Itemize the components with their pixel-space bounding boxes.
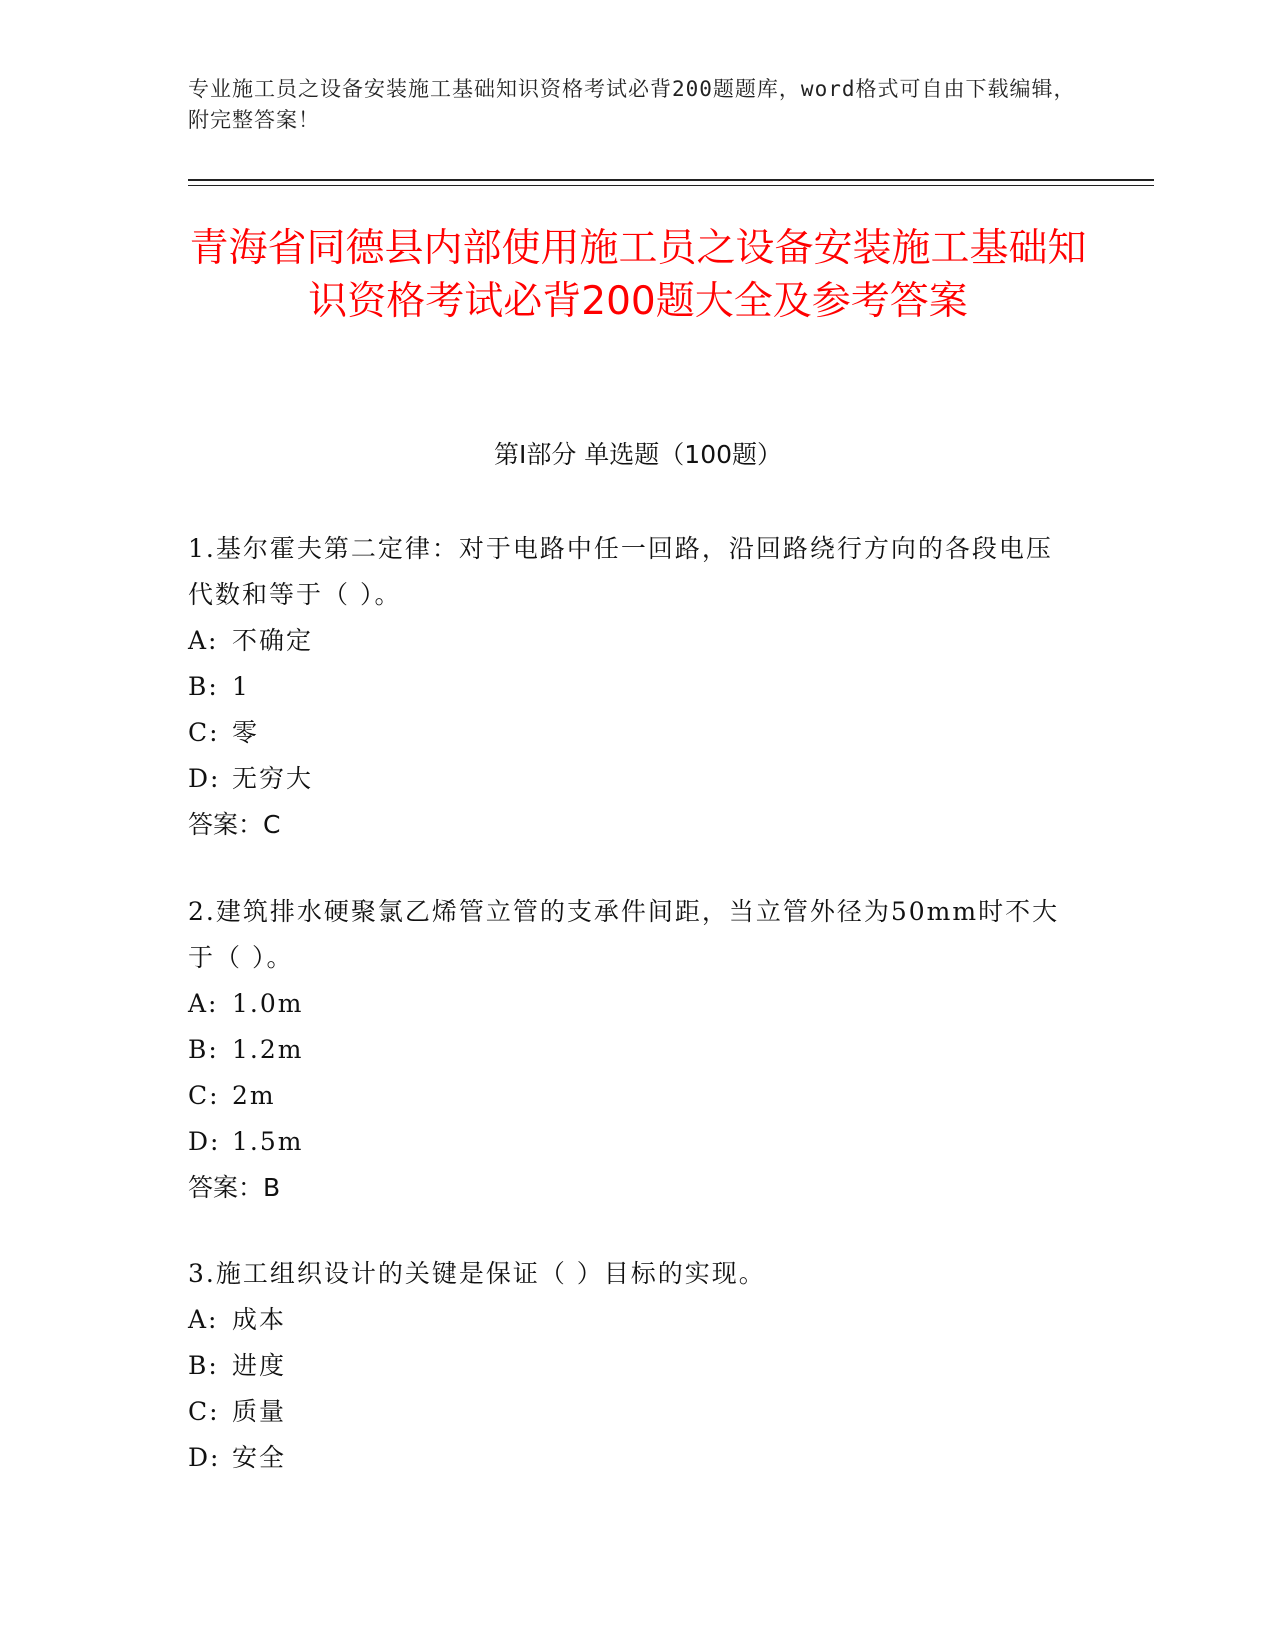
option-a [188, 981, 1068, 1027]
option-key: B: [188, 672, 219, 701]
header-divider-thick [188, 179, 1154, 181]
option-text: 1 [232, 672, 250, 701]
question-block [188, 889, 1068, 1211]
option-text: 1.5m [232, 1127, 304, 1156]
answer-line [188, 802, 1068, 848]
answer-prefix: 答案： [188, 1173, 264, 1202]
option-key: C: [188, 718, 220, 747]
option-key: D: [188, 1127, 221, 1156]
option-b [188, 1027, 1068, 1073]
answer-line [188, 1165, 1068, 1211]
option-b [188, 1343, 1068, 1389]
option-text: 不确定 [232, 626, 314, 655]
option-c [188, 1389, 1068, 1435]
answer-value: C [263, 810, 281, 839]
option-d [188, 1119, 1068, 1165]
question-stem: 3.施工组织设计的关键是保证（ ）目标的实现。 [188, 1259, 766, 1288]
answer-prefix: 答案： [188, 810, 264, 839]
option-key: B: [188, 1035, 219, 1064]
option-text: 零 [232, 718, 260, 747]
header-note: 专业施工员之设备安装施工基础知识资格考试必背200题题库，word格式可自由下载编辑，附完整答案！ [188, 77, 1076, 132]
question-block [188, 526, 1068, 848]
question-block [188, 1251, 1068, 1481]
option-key: A: [188, 989, 219, 1018]
document-title: 青海省同德县内部使用施工员之设备安装施工基础知识资格考试必背200题大全及参考答案 [189, 226, 1087, 324]
question-stem: 2.建筑排水硬聚氯乙烯管立管的支承件间距，当立管外径为50mm时不大于（ ）。 [188, 897, 1060, 972]
option-key: C: [188, 1397, 220, 1426]
option-text: 1.2m [232, 1035, 304, 1064]
option-text: 安全 [232, 1443, 287, 1472]
option-text: 质量 [232, 1397, 287, 1426]
answer-value: B [263, 1173, 281, 1202]
option-b [188, 664, 1068, 710]
option-text: 2m [232, 1081, 276, 1110]
option-text: 无穷大 [232, 764, 314, 793]
option-key: A: [188, 1305, 219, 1334]
option-key: C: [188, 1081, 220, 1110]
option-d [188, 756, 1068, 802]
option-key: D: [188, 764, 221, 793]
section-heading: 第I部分 单选题（100题） [493, 440, 783, 469]
option-text: 成本 [232, 1305, 287, 1334]
option-c [188, 1073, 1068, 1119]
question-stem: 1.基尔霍夫第二定律：对于电路中任一回路，沿回路绕行方向的各段电压代数和等于（ ）。 [188, 534, 1053, 609]
option-a [188, 618, 1068, 664]
header-divider-thin [188, 185, 1154, 186]
option-key: B: [188, 1351, 219, 1380]
option-key: D: [188, 1443, 221, 1472]
option-key: A: [188, 626, 219, 655]
option-a [188, 1297, 1068, 1343]
option-text: 1.0m [232, 989, 304, 1018]
option-text: 进度 [232, 1351, 287, 1380]
option-d [188, 1435, 1068, 1481]
option-c [188, 710, 1068, 756]
